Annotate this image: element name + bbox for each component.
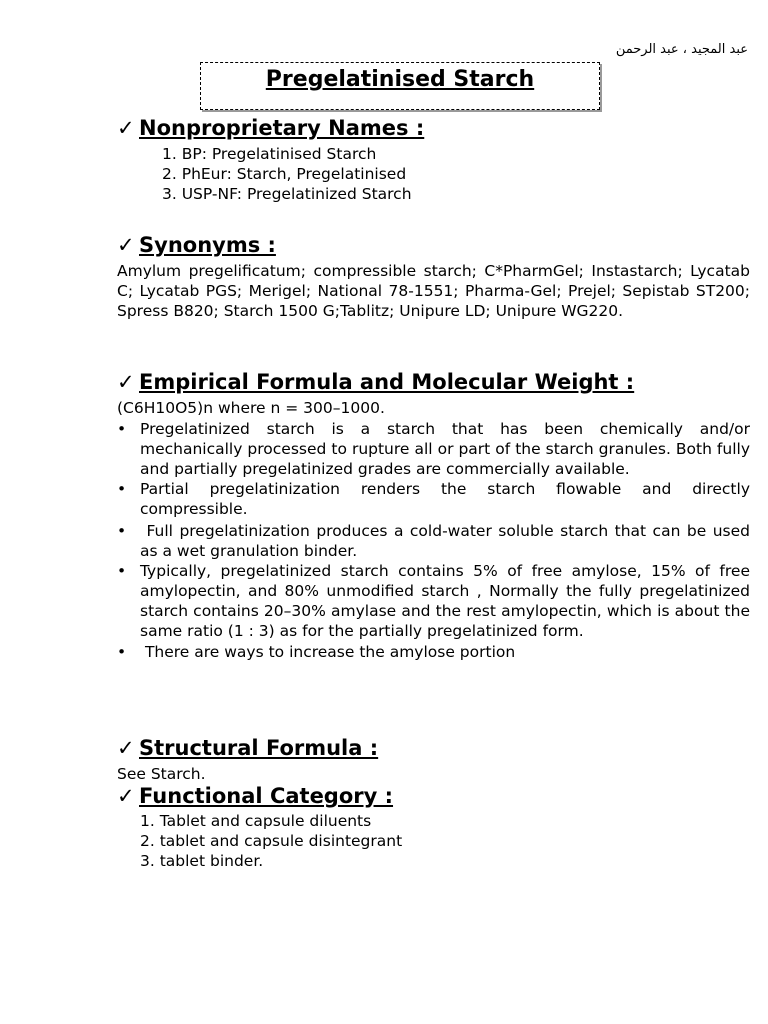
checkmark-icon: ✓ xyxy=(117,233,135,257)
author-names: عبد المجيد ، عبد الرحمن xyxy=(615,42,748,57)
checkmark-icon: ✓ xyxy=(117,116,135,140)
bullet-item: • Typically, pregelatinized starch contains 5% of free amylose, 15% of free amylopectin, and 80% unmodified starch , Normally the fully pregelatinized starch contains 20–30% amylase and the rest amylopectin, which is about the same ratio (1 : 3) as for the partially pregelatinized form. xyxy=(117,562,750,640)
bullet-icon: • xyxy=(117,480,127,498)
list-item: 2. tablet and capsule disintegrant xyxy=(140,832,403,850)
checkmark-icon: ✓ xyxy=(117,736,135,760)
empirical-formula-text: (C6H10O5)n where n = 300–1000. xyxy=(117,399,385,417)
structural-formula-text: See Starch. xyxy=(117,765,206,783)
synonyms-text: Amylum pregelificatum; compressible starch; C*PharmGel; Instastarch; Lycatab C; Lycatab PGS; Merigel; National 78-1551; Pharma-Gel; Prejel; Sepistab ST200; Spress B820; Starch 1500 G;Tablitz; Unipure LD; Unipure WG220. xyxy=(117,262,750,320)
bullet-item: • Partial pregelatinization renders the starch flowable and directly compressible. xyxy=(117,480,750,518)
heading-empirical-formula: ✓ Empirical Formula and Molecular Weight : xyxy=(117,370,635,394)
list-item: 2. PhEur: Starch, Pregelatinised xyxy=(162,165,407,183)
title-box xyxy=(200,62,600,110)
checkmark-icon: ✓ xyxy=(117,784,135,808)
heading-functional-category: ✓ Functional Category : xyxy=(117,784,394,808)
bullet-item: • Pregelatinized starch is a starch that has been chemically and/or mechanically processed to rupture all or part of the starch granules. Both fully and partially pregelatinized grades are commercially available. xyxy=(117,420,750,478)
checkmark-icon: ✓ xyxy=(117,370,135,394)
list-item: 3. USP-NF: Pregelatinized Starch xyxy=(162,185,412,203)
bullet-item: • There are ways to increase the amylose portion xyxy=(117,643,516,661)
heading-nonproprietary-names: ✓ Nonproprietary Names : xyxy=(117,116,425,140)
bullet-icon: • xyxy=(117,562,127,580)
list-item: 1. BP: Pregelatinised Starch xyxy=(162,145,377,163)
list-item: 3. tablet binder. xyxy=(140,852,264,870)
bullet-item: • Full pregelatinization produces a cold-water soluble starch that can be used as a wet granulation binder. xyxy=(117,522,755,560)
bullet-icon: • xyxy=(117,420,127,438)
bullet-icon: • xyxy=(117,522,127,540)
document-title: Pregelatinised Starch xyxy=(265,67,535,92)
nonproprietary-names-list xyxy=(162,144,412,204)
list-item: 1. Tablet and capsule diluents xyxy=(140,812,372,830)
functional-category-list xyxy=(140,811,402,871)
heading-structural-formula: ✓ Structural Formula : xyxy=(117,736,379,760)
bullet-icon: • xyxy=(117,643,127,661)
empirical-notes-list xyxy=(117,419,755,662)
heading-synonyms: ✓ Synonyms : xyxy=(117,233,276,257)
